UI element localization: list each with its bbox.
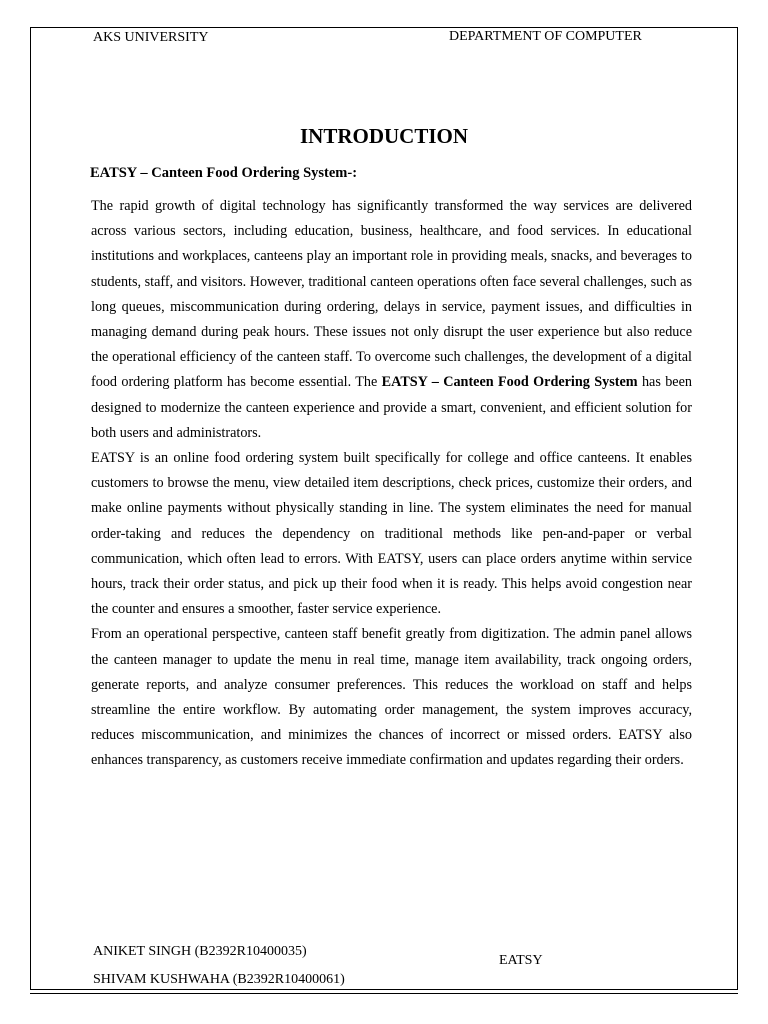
section-subtitle: EATSY – Canteen Food Ordering System-: xyxy=(90,165,358,181)
paragraph-1-text-start: The rapid growth of digital technology has significantly transformed the way services are delivered across various sectors, including education, business, healthcare, and food services. In educational institutions and workplaces, canteens play an important role in providing meals, snacks, and beverages to students, staff, and visitors. However, traditional canteen operations often face several challenges, such as long queues, miscommunication during ordering, delays in service, payment issues, and difficulties in managing demand during peak hours. These issues not only disrupt the user experience but also reduce the operational efficiency of the canteen staff. To overcome such challenges, the development of a digital food ordering platform has become essential. The xyxy=(91,198,692,391)
footer-project-name: EATSY xyxy=(499,953,543,968)
header-department: DEPARTMENT OF COMPUTER xyxy=(449,29,642,44)
header-university: AKS UNIVERSITY xyxy=(93,30,209,45)
footer-author-2: SHIVAM KUSHWAHA (B2392R10400061) xyxy=(93,972,345,987)
paragraph-1-text-end: has been designed to modernize the canteen experience and provide a smart, convenient, and efficient solution for both users and administrators. xyxy=(91,374,692,441)
footer-rule xyxy=(30,993,738,994)
body-text xyxy=(91,194,692,774)
paragraph-1-bold-system-name: EATSY – Canteen Food Ordering System xyxy=(381,374,638,391)
paragraph-2: EATSY is an online food ordering system built specifically for college and office canteens. It enables customers to browse the menu, view detailed item descriptions, check prices, customize their orders, and make online payments without physically standing in line. The system eliminates the need for manual order-taking and reduces the dependency on traditional methods like pen-and-paper or verbal communication, which often lead to errors. With EATSY, users can place orders anytime within service hours, track their order status, and pick up their food when it is ready. This helps avoid congestion near the counter and ensures a smoother, faster service experience. xyxy=(91,450,692,618)
paragraph-1 xyxy=(91,194,692,446)
footer-author-1: ANIKET SINGH (B2392R10400035) xyxy=(93,944,307,959)
page-title: INTRODUCTION xyxy=(299,124,469,148)
paragraph-3: From an operational perspective, canteen staff benefit greatly from digitization. The admin panel allows the canteen manager to update the menu in real time, manage item availability, track ongoing orders, generate reports, and analyze consumer preferences. This reduces the workload on staff and helps streamline the entire workflow. By automating order management, the system improves accuracy, reduces miscommunication, and minimizes the chances of incorrect or missed orders. EATSY also enhances transparency, as customers receive immediate confirmation and updates regarding their orders. xyxy=(91,626,692,769)
